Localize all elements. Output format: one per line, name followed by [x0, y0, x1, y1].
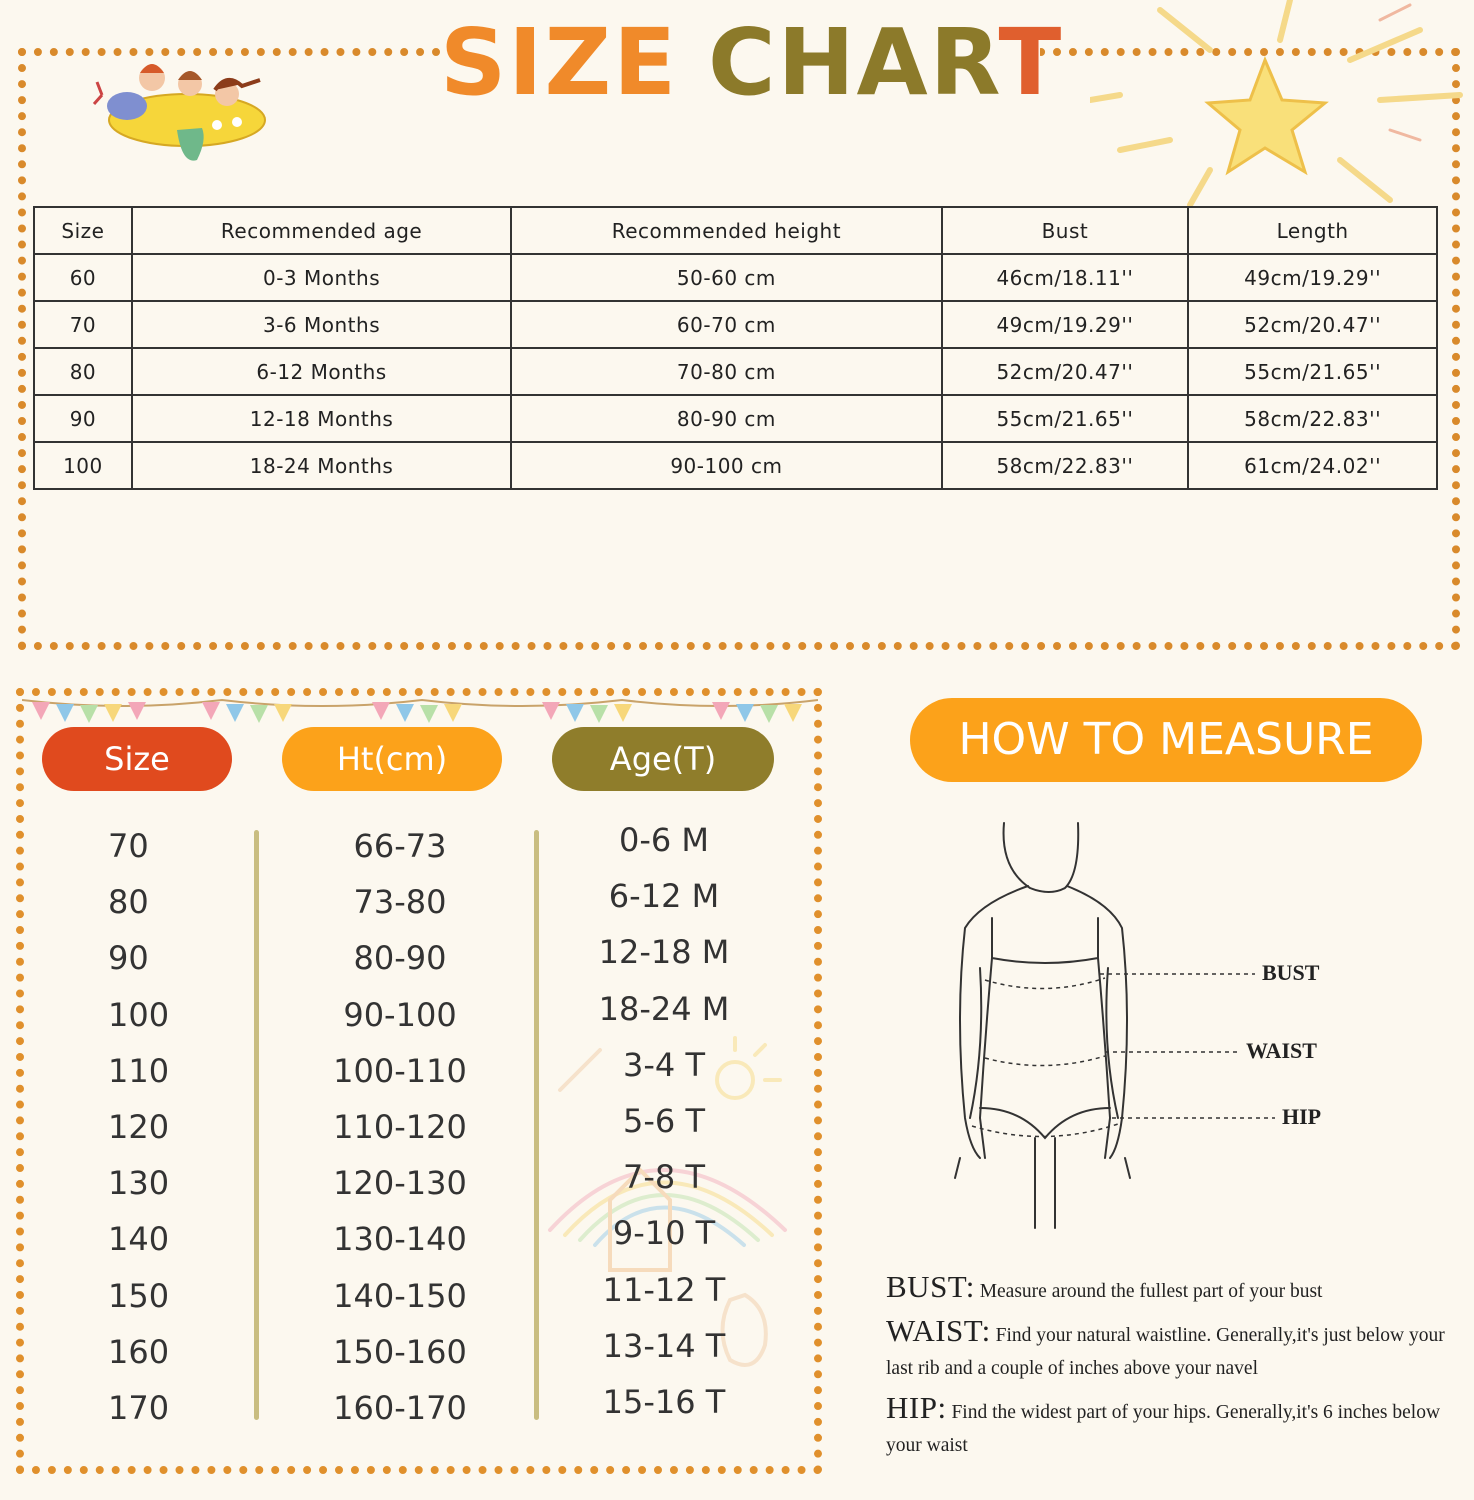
list-item: 120 — [108, 1107, 170, 1146]
height-list — [300, 818, 500, 1436]
page-title — [440, 8, 1064, 118]
table-cell: 60 — [34, 254, 132, 301]
list-item: 100-110 — [333, 1051, 467, 1090]
header-bust: Bust — [942, 207, 1189, 254]
note-key: WAIST: — [886, 1313, 991, 1348]
list-item: 110-120 — [333, 1107, 467, 1146]
list-item: 150-160 — [333, 1332, 467, 1371]
table-cell: 55cm/21.65'' — [1188, 348, 1437, 395]
waist-note — [886, 1314, 1446, 1385]
list-item: 13-14 T — [602, 1326, 726, 1365]
table-cell: 90-100 cm — [511, 442, 941, 489]
table-cell: 0-3 Months — [132, 254, 511, 301]
table-cell: 3-6 Months — [132, 301, 511, 348]
table-cell: 61cm/24.02'' — [1188, 442, 1437, 489]
title-banner — [440, 8, 1064, 118]
column-divider — [534, 830, 539, 1420]
column-divider — [254, 830, 259, 1420]
size-column-header: Size — [42, 727, 232, 791]
list-item: 80-90 — [353, 939, 447, 978]
table-cell: 60-70 cm — [511, 301, 941, 348]
list-item: 110 — [108, 1051, 170, 1090]
list-item: 120-130 — [333, 1164, 467, 1203]
table-cell: 90 — [34, 395, 132, 442]
table-cell: 52cm/20.47'' — [1188, 301, 1437, 348]
title-word-size: SIZE — [440, 9, 679, 116]
list-item: 18-24 M — [598, 989, 730, 1028]
table-cell: 70 — [34, 301, 132, 348]
size-chart-table — [33, 206, 1438, 490]
table-row — [34, 254, 1437, 301]
list-item: 90 — [108, 939, 149, 978]
list-item: 12-18 M — [598, 933, 730, 972]
header-length: Length — [1188, 207, 1437, 254]
list-item: 11-12 T — [602, 1270, 726, 1309]
note-text: Find the widest part of your hips. Generally,it's 6 inches below your waist — [886, 1402, 1441, 1456]
list-item: 70 — [108, 827, 149, 865]
list-item: 140-150 — [333, 1276, 467, 1315]
note-key: BUST: — [886, 1269, 975, 1304]
list-item: 73-80 — [353, 883, 447, 922]
list-item: 140 — [108, 1220, 170, 1259]
table-cell: 49cm/19.29'' — [942, 301, 1189, 348]
bust-label: BUST — [1262, 960, 1320, 985]
list-item: 170 — [108, 1388, 170, 1427]
header-size: Size — [34, 207, 132, 254]
table-cell: 100 — [34, 442, 132, 489]
list-item: 66-73 — [353, 827, 447, 865]
size-list — [108, 818, 228, 1436]
table-cell: 70-80 cm — [511, 348, 941, 395]
list-item: 3-4 T — [623, 1045, 705, 1084]
table-cell: 80 — [34, 348, 132, 395]
header-recommended-age: Recommended age — [132, 207, 511, 254]
list-item: 15-16 T — [602, 1382, 726, 1421]
note-key: HIP: — [886, 1390, 947, 1425]
table-cell: 49cm/19.29'' — [1188, 254, 1437, 301]
table-cell: 52cm/20.47'' — [942, 348, 1189, 395]
list-item: 90-100 — [343, 995, 457, 1034]
table-cell: 18-24 Months — [132, 442, 511, 489]
list-item: 9-10 T — [612, 1214, 716, 1253]
table-cell: 12-18 Months — [132, 395, 511, 442]
hip-note — [886, 1391, 1446, 1462]
title-word-chart: CHART — [708, 9, 1064, 116]
table-cell: 50-60 cm — [511, 254, 941, 301]
age-column-header: Age(T) — [552, 727, 774, 791]
list-item: 160-170 — [333, 1388, 467, 1427]
note-text: Measure around the fullest part of your bust — [979, 1281, 1323, 1302]
table-header-row — [34, 207, 1437, 254]
star-illustration — [1090, 0, 1470, 210]
table-cell: 55cm/21.65'' — [942, 395, 1189, 442]
how-to-measure-banner: HOW TO MEASURE — [910, 698, 1422, 782]
table-cell: 80-90 cm — [511, 395, 941, 442]
table-cell: 46cm/18.11'' — [942, 254, 1189, 301]
header-recommended-height: Recommended height — [511, 207, 941, 254]
list-item: 0-6 M — [618, 821, 710, 859]
table-row — [34, 301, 1437, 348]
list-item: 150 — [108, 1276, 170, 1315]
bunting-flags — [22, 692, 818, 728]
height-column-header: Ht(cm) — [282, 727, 502, 791]
table-cell: 58cm/22.83'' — [1188, 395, 1437, 442]
list-item: 130-140 — [333, 1220, 467, 1259]
table-row — [34, 395, 1437, 442]
bust-note — [886, 1270, 1446, 1308]
note-text: Find your natural waistline. Generally,it's just below your last rib and a couple of inches above your navel — [886, 1325, 1445, 1379]
hip-label: HIP — [1282, 1104, 1322, 1129]
waist-label: WAIST — [1246, 1038, 1317, 1063]
table-cell: 6-12 Months — [132, 348, 511, 395]
list-item: 6-12 M — [608, 877, 720, 916]
measure-notes — [886, 1270, 1446, 1468]
list-item: 7-8 T — [623, 1158, 705, 1197]
age-list — [562, 812, 766, 1430]
table-row — [34, 348, 1437, 395]
table-row — [34, 442, 1437, 489]
list-item: 80 — [108, 883, 149, 922]
list-item: 160 — [108, 1332, 170, 1371]
list-item: 100 — [108, 995, 170, 1034]
table-cell: 58cm/22.83'' — [942, 442, 1189, 489]
list-item: 5-6 T — [623, 1101, 705, 1140]
airplane-kids-illustration — [92, 40, 272, 170]
list-item: 130 — [108, 1164, 170, 1203]
body-outline-figure — [940, 818, 1340, 1238]
